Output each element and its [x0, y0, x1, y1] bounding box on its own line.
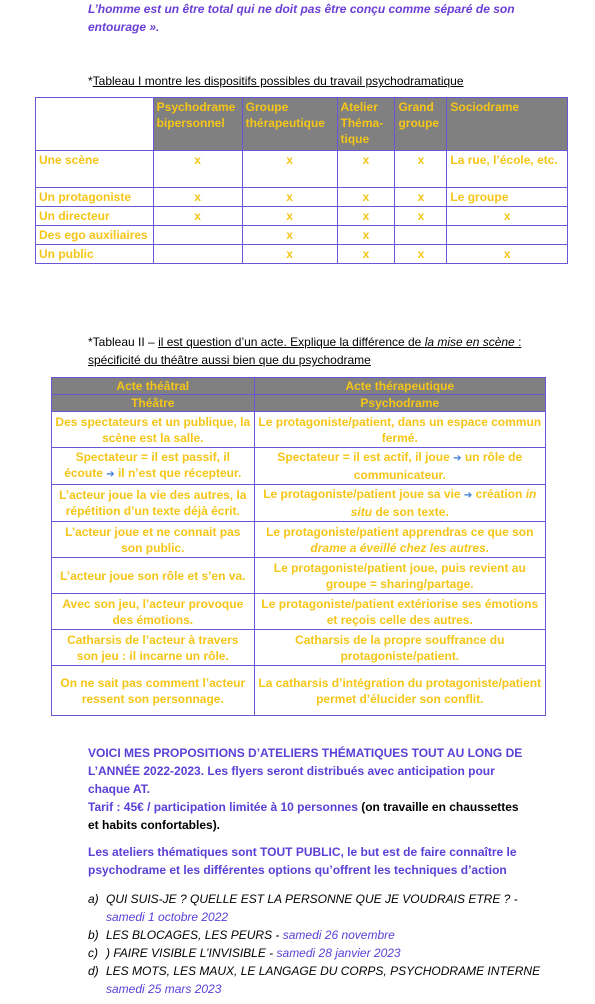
table-cell	[153, 245, 242, 264]
table-row	[52, 630, 546, 666]
table-cell: Le protagoniste/patient, dans un espace commun fermé.	[254, 412, 545, 448]
arrow-right-icon: ➔	[453, 453, 462, 464]
table-row	[36, 226, 568, 245]
table-row	[52, 594, 546, 630]
table-cell: x	[153, 207, 242, 226]
cell-text: un rôle de communicateur.	[353, 450, 523, 482]
table-header-cell: Sociodrame	[447, 98, 568, 151]
table-cell: Le protagoniste/patient joue, puis revient au groupe = sharing/partage.	[254, 558, 545, 594]
arrow-right-icon: ➔	[106, 469, 115, 480]
table-row	[52, 558, 546, 594]
table2-caption	[88, 333, 528, 369]
tarif-note: (on travaille en chaussettes et habits confortables).	[88, 800, 519, 832]
cell-text: Le protagoniste/patient joue sa vie	[263, 487, 461, 501]
caption2-text-c: : spécificité du théâtre aussi bien que du psychodrame	[88, 335, 522, 367]
proposals-public: Les ateliers thématiques sont TOUT PUBLIC, le but est de faire connaître le psychodrame et les différentes options qu’offrent les techniques d’action	[88, 845, 517, 877]
table-cell: x	[395, 245, 447, 264]
list-item	[88, 962, 558, 998]
cell-text: Spectateur = il est actif, il joue	[277, 450, 450, 464]
row-label: Un public	[36, 245, 154, 264]
arrow-right-icon: ➔	[463, 490, 473, 501]
list-item	[88, 926, 558, 944]
list-label: a)	[88, 892, 99, 906]
workshop-date: samedi 25 mars 2023	[106, 982, 222, 996]
table-cell: x	[447, 245, 568, 264]
list-item	[88, 944, 558, 962]
row-label: Un directeur	[36, 207, 154, 226]
table-row	[52, 412, 546, 448]
table-cell: x	[395, 207, 447, 226]
table-row	[36, 207, 568, 226]
proposals-section	[88, 744, 528, 879]
devices-table	[35, 97, 568, 264]
table-cell: x	[242, 207, 337, 226]
workshop-date: samedi 1 octobre 2022	[106, 910, 229, 924]
list-label: c)	[88, 946, 98, 960]
table-cell: Le protagoniste/patient extériorise ses émotions et reçois celle des autres.	[254, 594, 545, 630]
cell-text: drame a éveillé chez les autres.	[310, 540, 490, 555]
tarif-line	[88, 798, 528, 834]
table-cell: x	[447, 207, 568, 226]
table-header-cell: Théâtre	[52, 395, 255, 412]
table-header-cell	[36, 98, 154, 151]
proposals-intro: VOICI MES PROPOSITIONS D’ATELIERS THÉMATIQUES TOUT AU LONG DE L’ANNÉE 2022-2023. Les flyers seront distribués avec anticipation pour chaque AT.	[88, 746, 523, 796]
table-cell: x	[337, 207, 395, 226]
table-cell: Des spectateurs et un publique, la scène est la salle.	[52, 412, 255, 448]
table-header-cell: Acte théâtral	[52, 378, 255, 395]
table-cell: La catharsis d’intégration du protagoniste/patient permet d’élucider son conflit.	[254, 666, 545, 716]
table-cell: x	[337, 151, 395, 188]
list-label: d)	[88, 964, 99, 978]
table-header-cell: Psychodrame	[254, 395, 545, 412]
workshop-title: QUI SUIS-JE ? QUELLE EST LA PERSONNE QUE JE VOUDRAIS ETRE ? -	[106, 892, 518, 906]
cell-text: création	[475, 487, 523, 501]
list-item	[88, 890, 558, 926]
tarif: Tarif : 45€ / participation limitée à 10 personnes	[88, 800, 358, 814]
table-row	[36, 245, 568, 264]
table-cell	[52, 448, 255, 485]
table-cell: Catharsis de la propre souffrance du protagoniste/patient.	[254, 630, 545, 666]
table-cell: x	[337, 245, 395, 264]
table-header-cell: Psychodrame bipersonnel	[153, 98, 242, 151]
row-label: Des ego auxiliaires	[36, 226, 154, 245]
table-cell	[395, 226, 447, 245]
table-row	[36, 188, 568, 207]
workshop-title: LES BLOCAGES, LES PEURS -	[106, 928, 280, 942]
caption2-text-b: la mise en scène	[424, 335, 515, 349]
table-cell: x	[395, 151, 447, 188]
row-label: Un protagoniste	[36, 188, 154, 207]
table-cell: x	[242, 151, 337, 188]
table-cell: L’acteur joue la vie des autres, la répétition d’un texte déjà écrit.	[52, 485, 255, 522]
list-label: b)	[88, 928, 99, 942]
table-cell: L’acteur joue son rôle et s’en va.	[52, 558, 255, 594]
table-row	[52, 485, 546, 522]
table-cell: x	[242, 226, 337, 245]
row-label: Une scène	[36, 151, 154, 188]
table-cell: x	[395, 188, 447, 207]
table-cell: La rue, l’école, etc.	[447, 151, 568, 188]
caption1-text: Tableau I montre les dispositifs possibles du travail psychodramatique	[92, 74, 464, 88]
table-cell: Le groupe	[447, 188, 568, 207]
caption2-prefix: *Tableau II –	[88, 335, 159, 349]
workshop-date: samedi 28 janvier 2023	[276, 946, 401, 960]
table-cell	[254, 485, 545, 522]
table-cell: Catharsis de l’acteur à travers son jeu : il incarne un rôle.	[52, 630, 255, 666]
table-header-row	[52, 378, 546, 395]
table-cell: x	[242, 188, 337, 207]
workshop-title: LES MOTS, LES MAUX, LE LANGAGE DU CORPS, PSYCHODRAME INTERNE	[106, 964, 541, 978]
cell-text: Le protagoniste/patient apprendras ce que son	[266, 524, 534, 539]
act-comparison-table	[51, 377, 546, 716]
table-cell: x	[337, 188, 395, 207]
table-row	[36, 151, 568, 188]
table-header-cell: Groupe thérapeutique	[242, 98, 337, 151]
table-cell: L’acteur joue et ne connait pas son public.	[52, 522, 255, 558]
table1-caption	[88, 72, 558, 90]
table-header-cell: Acte thérapeutique	[254, 378, 545, 395]
table-row	[52, 448, 546, 485]
table-cell: Avec son jeu, l’acteur provoque des émotions.	[52, 594, 255, 630]
caption2-text-a: il est question d’un acte. Explique la différence de	[158, 335, 425, 349]
table-header-cell: Grand groupe	[395, 98, 447, 151]
cell-text: de son texte.	[375, 505, 449, 519]
workshop-title: ) FAIRE VISIBLE L’INVISIBLE -	[106, 946, 274, 960]
cell-text: in situ	[350, 487, 537, 519]
table-cell: x	[242, 245, 337, 264]
table-cell	[254, 448, 545, 485]
table-header-cell: Atelier Théma-tique	[337, 98, 395, 151]
intro-quote: L’homme est un être total qui ne doit pas être conçu comme séparé de son entourage ».	[88, 2, 515, 34]
table-header-row	[52, 395, 546, 412]
workshop-list	[88, 890, 558, 998]
table-row	[52, 522, 546, 558]
caption1-prefix: *	[88, 74, 93, 88]
table-row	[52, 666, 546, 716]
table-cell: x	[153, 188, 242, 207]
cell-text: Spectateur = il est passif, il écoute	[64, 450, 230, 480]
table-cell: x	[337, 226, 395, 245]
table-cell: x	[153, 151, 242, 188]
table-cell	[254, 522, 545, 558]
table-header-row	[36, 98, 568, 151]
table-cell	[447, 226, 568, 245]
workshop-date: samedi 26 novembre	[282, 928, 395, 942]
table-cell	[153, 226, 242, 245]
table-cell: On ne sait pas comment l’acteur ressent son personnage.	[52, 666, 255, 716]
cell-text: il n’est que récepteur.	[117, 466, 242, 480]
